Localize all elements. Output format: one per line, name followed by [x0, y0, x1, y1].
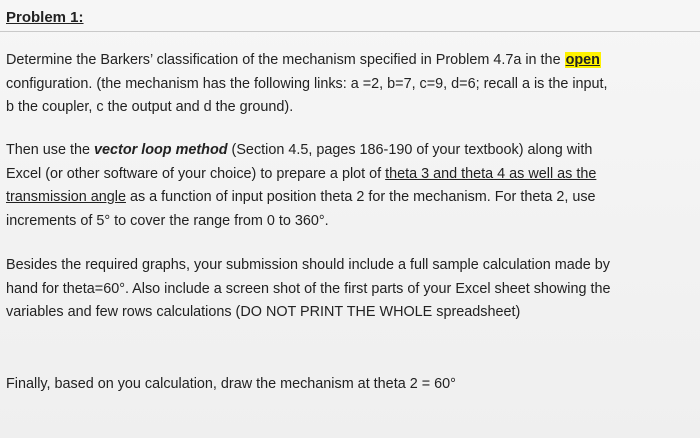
theta-underlined: theta 3 and theta 4 as well as the: [385, 165, 597, 182]
final-line: Finally, based on you calculation, draw the mechanism at theta 2 = 60°: [6, 376, 456, 392]
input-position-text: as a function of input position theta 2 for the mechanism. For theta 2, use: [125, 189, 596, 205]
vector-loop-method: vector loop method: [94, 142, 228, 158]
submission-line-2: hand for theta=60°. Also include a screen shot of the first parts of your Excel sheet showing the: [6, 280, 611, 297]
excel-plot-lead: Excel (or other software of your choice) to prepare a plot of: [6, 165, 386, 182]
classification-lead: Determine the Barkers’ classification of the mechanism specified in Problem 4.7a in the: [6, 52, 565, 68]
classification-paragraph: [6, 49, 686, 120]
submission-line-1: Besides the required graphs, your submission should include a full sample calculation made by: [6, 257, 610, 273]
vector-loop-paragraph: [6, 139, 686, 233]
submission-paragraph: [6, 254, 686, 325]
increments-text: increments of 5° to cover the range from 0 to 360°.: [6, 212, 329, 229]
vector-loop-section: (Section 4.5, pages 186-190 of your textbook) along with: [227, 142, 593, 158]
submission-line-3: variables and few rows calculations (DO NOT PRINT THE WHOLE spreadsheet): [6, 304, 521, 320]
classification-roles: b the coupler, c the output and d the ground).: [6, 99, 294, 115]
classification-links: configuration. (the mechanism has the following links: a =2, b=7, c=9, d=6; recall a is the input,: [6, 75, 608, 92]
vector-loop-lead: Then use the: [6, 142, 95, 158]
heading-divider: [0, 31, 700, 32]
final-paragraph: [6, 373, 686, 397]
transmission-angle-underlined: transmission angle: [6, 189, 126, 205]
problem-heading: Problem 1:: [6, 9, 84, 26]
open-highlight: open: [565, 52, 600, 68]
